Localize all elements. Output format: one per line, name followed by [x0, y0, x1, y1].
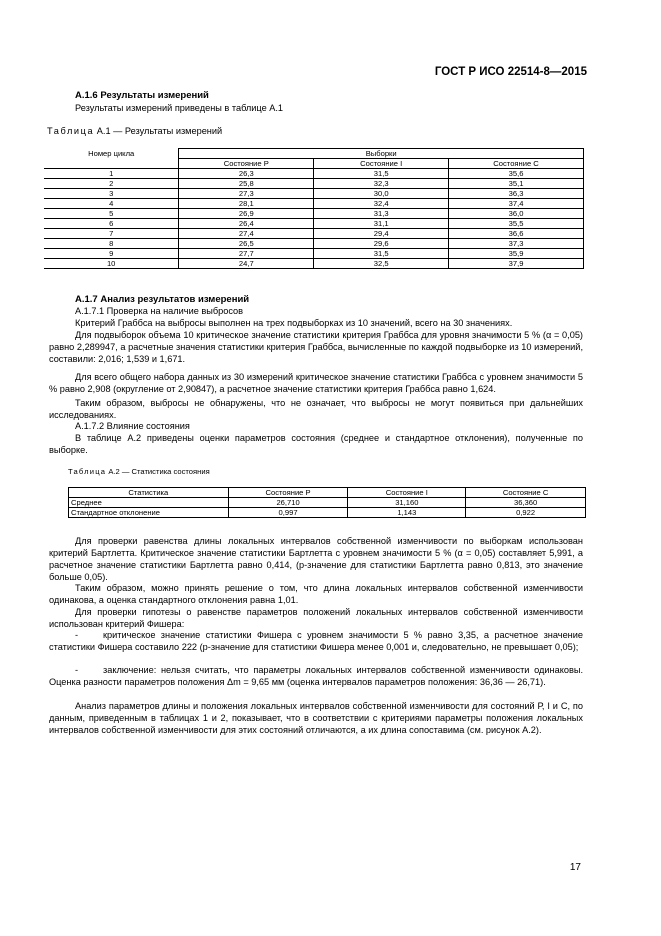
cell-value: 25,8	[179, 179, 314, 189]
cell-value: 1,143	[348, 508, 466, 518]
cell-value: 27,7	[179, 249, 314, 259]
table-row	[44, 199, 584, 209]
cell-value: 31,160	[348, 498, 466, 508]
cell-value: 26,3	[179, 169, 314, 179]
table-row	[44, 179, 584, 189]
cell-value: 31,5	[314, 249, 449, 259]
cell-value: 24,7	[179, 259, 314, 269]
analysis-bullet-1: критическое значение статистики Фишера с уровнем значимости 5 % равно 3,35, а расчетное значение статистики Фишера составило 222 (р-значение для статистики Фишера менее 0,001 и, следовательно, не превышает 0,05);	[49, 630, 583, 652]
table1-caption	[47, 126, 222, 136]
cell-cycle: 5	[44, 209, 179, 219]
cell-value: 36,360	[466, 498, 586, 508]
table2-caption-rest: А.2 — Статистика состояния	[108, 467, 210, 476]
section-a17-paragraph-5: В таблице А.2 приведены оценки параметров состояния (среднее и стандартное отклонения), полученные по выборке.	[49, 433, 583, 455]
col-samples-header: Выборки	[179, 149, 584, 159]
cell-cycle: 4	[44, 199, 179, 209]
cell-value: 31,1	[314, 219, 449, 229]
subheader-state-c: Состояние С	[449, 159, 584, 169]
cell-cycle: 8	[44, 239, 179, 249]
cell-cycle: 9	[44, 249, 179, 259]
analysis-paragraph-4: Анализ параметров длины и положения локальных интервалов собственной изменчивости для состояний Р, I и С, по данным, приведенным в таблицах 1 и 2, показывает, что в соответствии с критериями параметры положения локальных интервалов собственной изменчивости для этих состояний отличаются, а их длина сопоставима (см. рисунок А.2).	[49, 701, 583, 735]
bullet-2-dash: -	[75, 665, 79, 675]
cell-cycle: 2	[44, 179, 179, 189]
analysis-paragraph-2: Таким образом, можно принять решение о том, что длина локальных интервалов собственной изменчивости одинакова, а оценка стандартного отклонения равна 1,01.	[49, 583, 583, 605]
bullet-1-dash: -	[75, 630, 79, 640]
cell-value: 35,5	[449, 219, 584, 229]
header-state-i: Состояние I	[348, 488, 466, 498]
table1-caption-prefix: Таблица	[47, 126, 95, 136]
section-a17-paragraph-2: Для подвыборок объема 10 критическое значение статистики критерия Граббса для уровня значимости 5 % (α = 0,05) равно 2,289947, а расчетные значения статистики критерия Граббса, вычисленные по каждой подвыборке из 10 измерений, составили: 2,016; 1,539 и 1,671.	[49, 330, 583, 364]
header-state-c: Состояние С	[466, 488, 586, 498]
results-table	[44, 148, 584, 269]
cell-value: 36,3	[449, 189, 584, 199]
table-row	[69, 508, 586, 518]
section-a171-title: А.1.7.1 Проверка на наличие выбросов	[75, 306, 244, 316]
table-row	[69, 498, 586, 508]
section-a16-text: Результаты измерений приведены в таблице А.1	[75, 103, 284, 113]
cell-value: 26,710	[228, 498, 348, 508]
cell-value: 30,0	[314, 189, 449, 199]
analysis-paragraph-1: Для проверки равенства длины локальных интервалов собственной изменчивости по выборкам использован критерий Бартлетта. Критическое значение статистики Бартлетта с уровнем значимости 5 % (α = 0,05) составляет 5,991, а расчетное значение статистики Бартлетта равно 0,414, (р-значение для статистики Бартлетта равно 0,813, это значение больше 0,05).	[49, 536, 583, 582]
cell-value: 27,3	[179, 189, 314, 199]
cell-value: 29,4	[314, 229, 449, 239]
cell-value: 27,4	[179, 229, 314, 239]
header-state-p: Состояние Р	[228, 488, 348, 498]
page-number: 17	[569, 862, 581, 873]
state-statistics-table	[68, 487, 586, 518]
cell-cycle: 7	[44, 229, 179, 239]
analysis-paragraph-3: Для проверки гипотезы о равенстве параметров положений локальных интервалов собственной изменчивости использован критерий Фишера:	[49, 607, 583, 629]
header-statistic: Статистика	[69, 488, 229, 498]
cell-value: 0,997	[228, 508, 348, 518]
cell-value: 37,3	[449, 239, 584, 249]
cell-value: 32,4	[314, 199, 449, 209]
cell-statistic: Среднее	[69, 498, 229, 508]
table-row	[44, 229, 584, 239]
cell-value: 32,5	[314, 259, 449, 269]
cell-cycle: 1	[44, 169, 179, 179]
subheader-state-p: Состояние Р	[179, 159, 314, 169]
section-a16-title: А.1.6 Результаты измерений	[75, 90, 209, 101]
cell-value: 26,5	[179, 239, 314, 249]
cell-value: 29,6	[314, 239, 449, 249]
cell-value: 35,6	[449, 169, 584, 179]
cell-cycle: 10	[44, 259, 179, 269]
cell-statistic: Стандартное отклонение	[69, 508, 229, 518]
table-row	[44, 219, 584, 229]
cell-value: 35,9	[449, 249, 584, 259]
section-a172-title: А.1.7.2 Влияние состояния	[75, 421, 190, 431]
cell-value: 36,6	[449, 229, 584, 239]
analysis-bullet-2: заключение: нельзя считать, что параметры локальных интервалов собственной изменчивости одинаковы. Оценка разности параметров положения Δm = 9,65 мм (оценка интервалов параметров положения: 36,36 — 26,71).	[49, 665, 583, 687]
table-row	[44, 239, 584, 249]
cell-value: 37,4	[449, 199, 584, 209]
cell-value: 26,4	[179, 219, 314, 229]
section-a17-paragraph-4: Таким образом, выбросы не обнаружены, что не означает, что выбросы не могут появиться при дальнейших исследованиях.	[49, 398, 583, 420]
section-a17-paragraph-1: Критерий Граббса на выбросы выполнен на трех подвыборках из 10 значений, всего на 30 значениях.	[75, 318, 513, 328]
table-row	[44, 259, 584, 269]
subheader-state-i: Состояние I	[314, 159, 449, 169]
table-row	[44, 209, 584, 219]
cell-value: 26,9	[179, 209, 314, 219]
cell-value: 31,5	[314, 169, 449, 179]
cell-value: 37,9	[449, 259, 584, 269]
cell-cycle: 6	[44, 219, 179, 229]
table2-caption	[68, 467, 210, 476]
table-row	[44, 249, 584, 259]
table1-caption-rest: А.1 — Результаты измерений	[96, 126, 223, 136]
section-a17-paragraph-3: Для всего общего набора данных из 30 измерений критическое значение статистики Граббса с уровнем значимости 5 % равно 2,908 (округление от 2,90847), а расчетное значение статистики критерия Граббса равно 1,624.	[49, 372, 583, 394]
cell-value: 0,922	[466, 508, 586, 518]
cell-value: 35,1	[449, 179, 584, 189]
standard-header: ГОСТ Р ИСО 22514-8—2015	[434, 66, 587, 78]
cell-value: 32,3	[314, 179, 449, 189]
cell-value: 28,1	[179, 199, 314, 209]
cell-cycle: 3	[44, 189, 179, 199]
table-row	[44, 169, 584, 179]
col-cycle-header: Номер цикла	[88, 148, 135, 158]
cell-value: 36,0	[449, 209, 584, 219]
table2-caption-prefix: Таблица	[68, 467, 107, 476]
section-a17-title: А.1.7 Анализ результатов измерений	[75, 294, 250, 305]
table-row	[44, 189, 584, 199]
cell-value: 31,3	[314, 209, 449, 219]
